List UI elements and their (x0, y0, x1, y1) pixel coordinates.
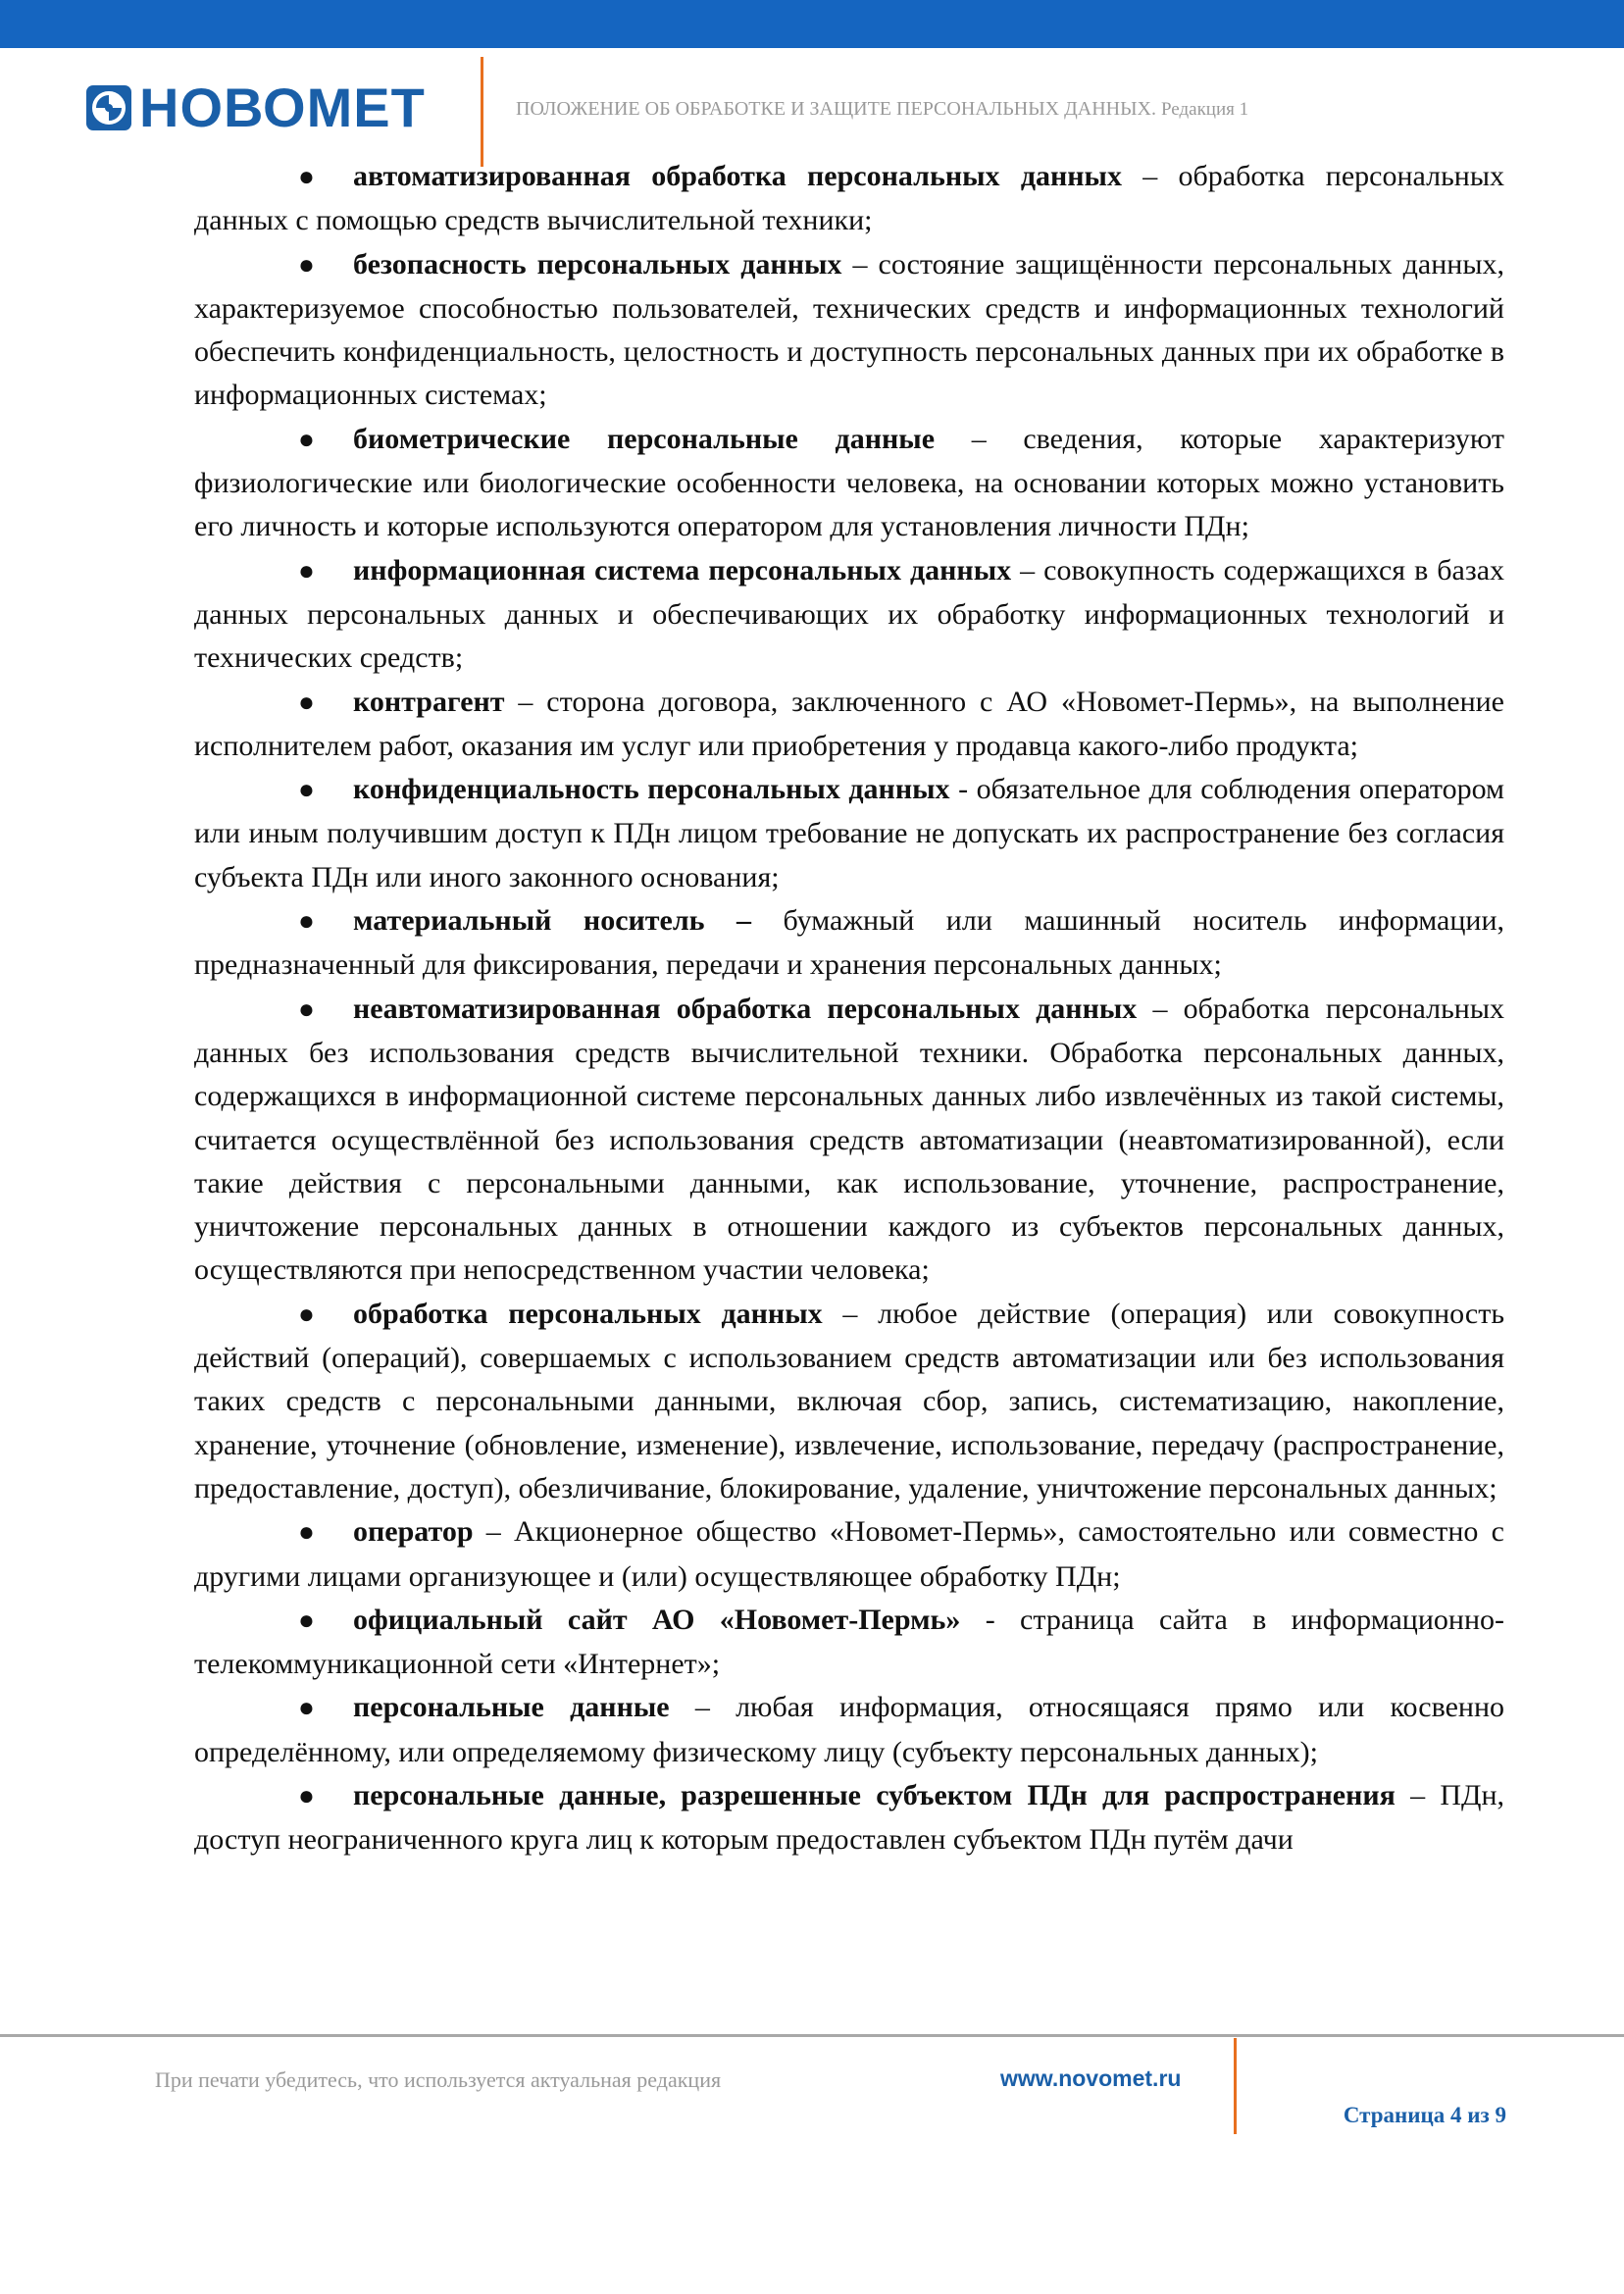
document-title-text: ПОЛОЖЕНИЕ ОБ ОБРАБОТКЕ И ЗАЩИТЕ ПЕРСОНАЛЬНЫХ ДАННЫХ. (516, 98, 1156, 120)
definition-text: – Акционерное общество «Новомет-Пермь», самостоятельно или совместно с другими лицами организующее и (или) осуществляющее обработку ПДн; (194, 1515, 1504, 1593)
definition-text: – сторона договора, заключенного с АО «Новомет-Пермь», на выполнение исполнителем работ, оказания им услуг или приобретения у продавца какого-либо продукта; (194, 685, 1504, 762)
bullet-icon: ● (298, 249, 315, 280)
footer-accent-divider (1234, 2038, 1237, 2134)
definition-term: официальный сайт АО «Новомет-Пермь» (353, 1603, 961, 1636)
bullet-icon: ● (298, 555, 315, 586)
definition-text: – совокупность содержащихся в базах данных персональных данных и обеспечивающих их обработку информационных технологий и технических средств; (194, 553, 1505, 675)
definition-item (194, 1774, 1504, 1862)
footer-divider-line (0, 2034, 1624, 2037)
bullet-icon: ● (298, 1693, 315, 1724)
definition-text: – обработка персональных данных с помощью средств вычислительной техники; (194, 160, 1504, 237)
definition-item (194, 418, 1504, 549)
bullet-icon: ● (298, 424, 315, 455)
page-number: Страница 4 из 9 (1343, 2103, 1506, 2127)
definition-item (194, 243, 1504, 418)
document-title (516, 98, 1497, 121)
definition-term: персональные данные (353, 1691, 670, 1724)
definition-text: – состояние защищённости персональных данных, характеризуемое способностью пользователей, технических средств и информационных технологий обеспечить конфиденциальность, целостность и доступность персональных данных при их обработке в информационных системах; (194, 247, 1504, 412)
definition-term: оператор (353, 1515, 474, 1549)
website-link[interactable]: www.novomet.ru (1000, 2065, 1182, 2091)
definition-term: биометрические персональные данные (353, 422, 936, 455)
definition-item (194, 155, 1504, 243)
definition-term: контрагент (353, 685, 505, 718)
definition-text: - обязательное для соблюдения оператором или иным получившим доступ к ПДн лицом требование не допускать их распространение без согласия субъекта ПДн или иного законного основания; (194, 773, 1504, 893)
definition-term: безопасность персональных данных (353, 247, 842, 280)
definition-item (194, 1510, 1504, 1599)
definitions-list (194, 155, 1504, 1862)
definition-item (194, 1599, 1504, 1687)
definition-item (194, 899, 1504, 988)
logo-text: НОВОМЕТ (139, 76, 426, 138)
print-note: При печати убедитесь, что используется актуальная редакция (155, 2067, 722, 2092)
top-color-bar (0, 0, 1624, 48)
definition-text: – сведения, которые характеризуют физиологические или биологические особенности человека, на основании которых можно установить его личность и которые используются оператором для установления личности ПДн; (194, 422, 1504, 543)
bullet-icon: ● (298, 994, 315, 1025)
definition-term: материальный носитель – (353, 904, 752, 938)
definition-item (194, 1686, 1504, 1774)
header-divider (481, 57, 483, 167)
bullet-icon: ● (298, 906, 315, 938)
definition-term: персональные данные, разрешенные субъектом ПДн для распространения (353, 1778, 1396, 1811)
bullet-icon: ● (298, 687, 315, 718)
bullet-icon: ● (298, 162, 315, 192)
definition-text: – любое действие (операция) или совокупность действий (операций), совершаемых с использованием средств автоматизации или без использования таких средств с персональными данными, включая сбор, запись, систематизацию, накопление, хранение, уточнение (обновление, изменение), извлечение, использование, передачу (распространение, предоставление, доступ), обезличивание, блокирование, удаление, уничтожение персональных данных; (194, 1297, 1505, 1504)
definition-term: конфиденциальность персональных данных (353, 773, 950, 806)
definition-term: информационная система персональных данных (353, 553, 1012, 586)
definition-item (194, 681, 1504, 769)
definition-item (194, 549, 1504, 681)
bullet-icon: ● (298, 775, 315, 806)
definition-term: обработка персональных данных (353, 1297, 823, 1330)
definition-text: – любая информация, относящаяся прямо или косвенно определённому, или определяемому физическому лицу (субъекту персональных данных); (194, 1691, 1504, 1768)
novomet-logo-icon (86, 85, 131, 130)
definition-item (194, 1293, 1504, 1510)
definition-term: неавтоматизированная обработка персональных данных (353, 992, 1138, 1025)
definition-item (194, 988, 1504, 1293)
bullet-icon: ● (298, 1517, 315, 1549)
definition-text: бумажный или машинный носитель информации, предназначенный для фиксирования, передачи и хранения персональных данных; (194, 904, 1504, 982)
definition-term: автоматизированная обработка персональных данных (353, 160, 1122, 192)
definition-text: – обработка персональных данных без использования средств вычислительной техники. Обработка персональных данных, содержащихся в информационной системе персональных данных либо извлечённых из такой системы, считается осуществлённой без использования средств автоматизации (неавтоматизированной), если такие действия с персональными данными, как использование, уточнение, распространение, уничтожение персональных данных в отношении каждого из субъектов персональных данных, осуществляются при непосредственном участии человека; (194, 992, 1504, 1287)
definition-text: – ПДн, доступ неограниченного круга лиц к которым предоставлен субъектом ПДн путём дачи (194, 1778, 1505, 1857)
bullet-icon: ● (298, 1299, 315, 1330)
company-logo (86, 76, 426, 138)
definition-text: - страница сайта в информационно-телекоммуникационной сети «Интернет»; (194, 1603, 1504, 1681)
document-edition: Редакция 1 (1160, 99, 1249, 120)
bullet-icon: ● (298, 1605, 315, 1636)
definition-item (194, 768, 1504, 899)
bullet-icon: ● (298, 1780, 315, 1811)
